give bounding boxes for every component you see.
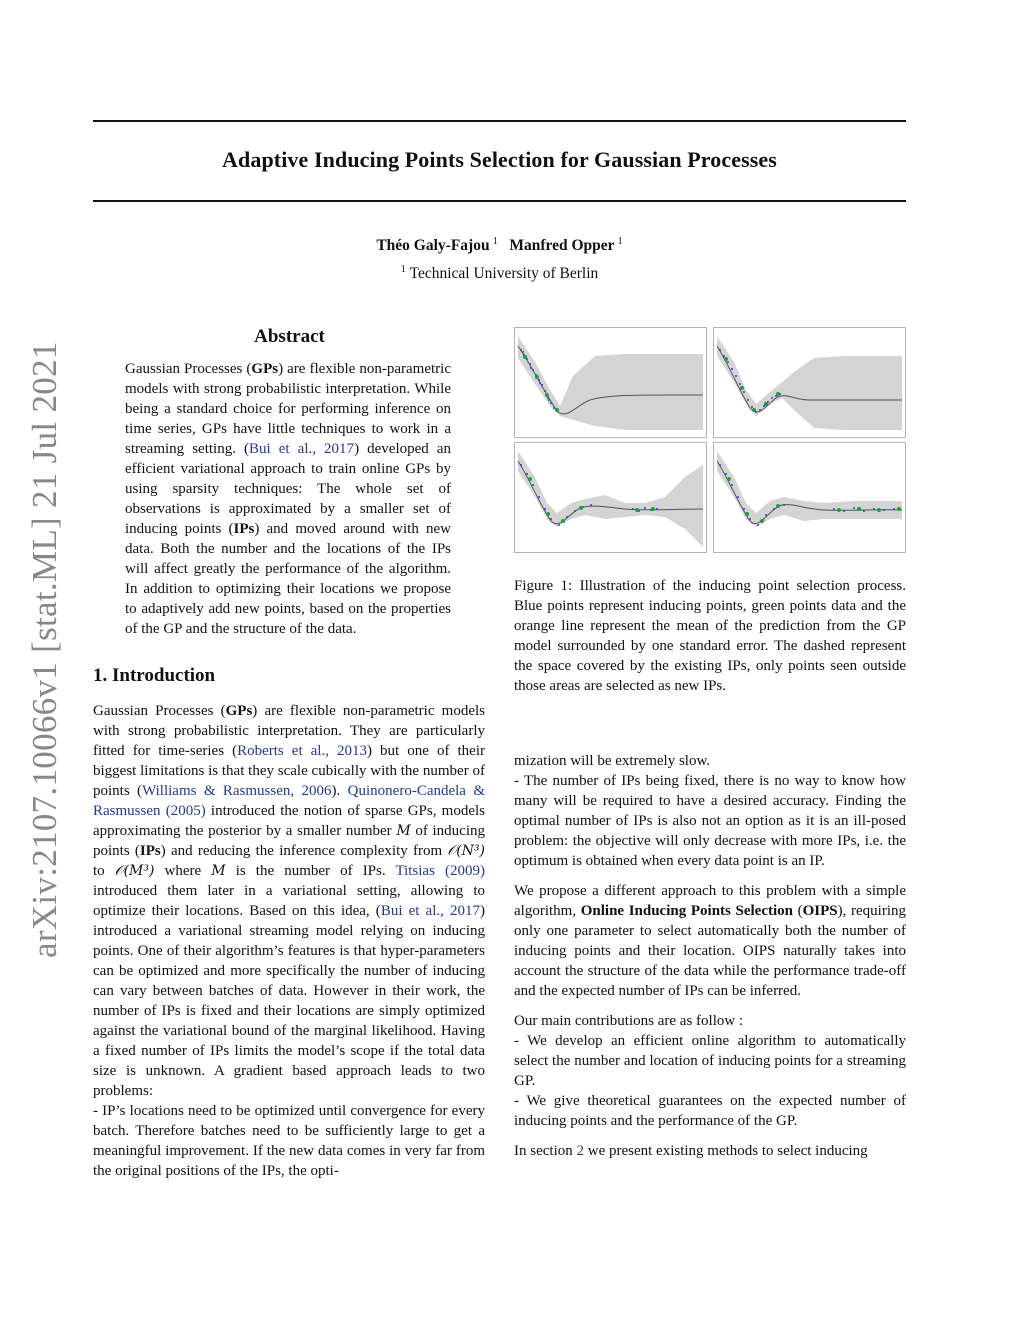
gp-uncertainty-band <box>717 336 902 430</box>
body-text: - We develop an efficient online algorithm to automatically select the number and location of inducing points for a streaming GP. <box>514 1033 906 1089</box>
intro-text: ) introduced a variational streaming model relying on inducing points. One of their algorithm’s features is that hyper-parameters can be optimized and more specifically the number of inducing can vary between batches of data. However in their work, the number of IPs is fixed and their locations are simply optimized against the variational bound of the marginal likelihood. Having a fixed number of IPs limits the model’s scope if the total data size is unknown. A gradient based approach leads to two problems: <box>93 903 486 1099</box>
math-complexity-m: 𝒪(M³) <box>114 863 155 879</box>
body-bold: OIPS <box>802 903 838 919</box>
intro-text: where <box>154 863 212 879</box>
author-1-affil-mark: 1 <box>492 236 498 247</box>
title-rule-bottom <box>93 200 906 202</box>
gp-uncertainty-band <box>518 451 703 547</box>
intro-bold: IPs <box>139 843 161 859</box>
body-paragraph <box>514 1141 906 1161</box>
gp-panel-2 <box>713 327 906 438</box>
abstract-text: ) developed an efficient variational approach to train online GPs by using sparsity techniques: The whole set of observations is approximated by a smaller set of inducing points ( <box>125 441 451 537</box>
body-paragraph <box>514 1011 906 1131</box>
gp-uncertainty-band <box>717 451 902 527</box>
body-text: ( <box>793 903 803 919</box>
intro-bullet: - IP’s locations need to be optimized until convergence for every batch. Therefore batches need to be sufficiently large to get a meaningful improvement. If the new data comes in very far from the original positions of the IPs, the opti- <box>93 1103 485 1179</box>
body-text: ), requiring only one parameter to select automatically both the number of inducing points and their location. OIPS naturally takes into account the structure of the data while the performance trade-off and the expected number of IPs can be inferred. <box>514 903 907 999</box>
math-symbol: M <box>396 823 411 839</box>
author-2-affil-mark: 1 <box>617 236 623 247</box>
gp-plot-1 <box>515 328 706 437</box>
figure-caption: Figure 1: Illustration of the inducing point selection process. Blue points represent inducing points, green points data and the orange line represent the mean of the prediction from the GP model surrounded by one standard error. The dashed represent the space covered by the existing IPs, only points seen outside those areas are selected as new IPs. <box>514 578 906 694</box>
author-1: Théo Galy-Fajou <box>376 237 490 255</box>
body-bold: Online Inducing Points Selection <box>580 903 793 919</box>
intro-text: introduced the notion of sparse GPs, models approximating the posterior by a smaller number <box>93 803 485 839</box>
intro-text: Gaussian Processes ( <box>93 703 226 719</box>
introduction-body <box>93 701 485 1181</box>
body-text: In section <box>514 1143 577 1159</box>
citation-link[interactable]: Titsias (2009) <box>395 863 485 879</box>
gp-plot-2 <box>714 328 905 437</box>
gp-panel-4 <box>713 442 906 553</box>
paper-title: Adaptive Inducing Points Selection for Gaussian Processes <box>222 147 777 172</box>
body-paragraph: mization will be extremely slow. <box>514 753 711 769</box>
abstract-bold: IPs <box>233 521 255 537</box>
citation-link[interactable]: Quinonero-Candela & Rasmussen (2005) <box>93 783 486 819</box>
figure-1 <box>514 327 907 553</box>
intro-text: to <box>93 863 115 879</box>
section-heading-introduction: 1. Introduction <box>93 665 216 686</box>
intro-text: is the number of IPs. <box>225 863 396 879</box>
right-column-body <box>514 751 906 1161</box>
abstract-bold: GPs <box>251 361 279 377</box>
section-link[interactable]: 2 <box>576 1143 584 1159</box>
intro-text: ). <box>331 783 348 799</box>
intro-text: of inducing points ( <box>93 823 485 859</box>
affiliation-text: Technical University of Berlin <box>409 265 599 283</box>
abstract-text: ) are flexible non-parametric models with strong probabilistic interpretation. While being a standard choice for performing inference on time series, GPs have little techniques to work in a streaming setting. ( <box>125 361 451 457</box>
body-paragraph: - The number of IPs being fixed, there is no way to know how many will be required to have a desired accuracy. Finding the optimal number of IPs is also not an option as it is an ill-posed problem: the objective will only decrease with more IPs, i.e. the optimum is obtained when every data point is an IP. <box>514 773 906 869</box>
body-paragraph <box>514 881 906 1001</box>
body-text: Our main contributions are as follow : <box>514 1013 744 1029</box>
abstract-body <box>125 359 451 639</box>
citation-link[interactable]: Roberts et al., 2013 <box>237 743 368 759</box>
citation-link[interactable]: Bui et al., 2017 <box>249 441 355 457</box>
body-text: We propose a different approach to this problem with a simple algorithm, <box>514 883 906 919</box>
abstract-heading: Abstract <box>254 326 325 347</box>
abstract-text: ) and moved around with new data. Both the number and the locations of the IPs will affect greatly the performance of the algorithm. In addition to optimizing their locations we propose to adaptively add new points, based on the properties of the GP and the structure of the data. <box>125 521 451 637</box>
intro-text: ) are flexible non-parametric models with strong probabilistic interpretation. They are particularly fitted for time-series ( <box>93 703 485 759</box>
abstract-text: Gaussian Processes ( <box>125 361 252 377</box>
intro-bold: GPs <box>225 703 253 719</box>
title-rule-top <box>93 120 906 122</box>
intro-text: introduced them later in a variational setting, allowing to optimize their locations. Based on this idea, ( <box>93 883 485 919</box>
intro-text: ) but one of their biggest limitations is that they scale cubically with the number of points ( <box>93 743 485 799</box>
math-symbol: M <box>211 863 226 879</box>
gp-panel-3 <box>514 442 707 553</box>
author-list <box>93 236 906 255</box>
gp-plot-3 <box>515 443 706 552</box>
body-text: - We give theoretical guarantees on the expected number of inducing points and the performance of the GP. <box>514 1093 906 1129</box>
gp-plot-4 <box>714 443 905 552</box>
body-text: we present existing methods to select inducing <box>583 1143 868 1159</box>
affiliation-mark: 1 <box>400 264 406 275</box>
citation-link[interactable]: Bui et al., 2017 <box>380 903 481 919</box>
gp-panel-1 <box>514 327 707 438</box>
math-complexity-n: 𝒪(N³) <box>447 843 485 859</box>
arxiv-side-label: arXiv:2107.10066v1 [stat.ML] 21 Jul 2021 <box>25 341 64 958</box>
author-2: Manfred Opper <box>509 237 615 255</box>
intro-text: ) and reducing the inference complexity from <box>160 843 448 859</box>
affiliation <box>93 264 906 283</box>
citation-link[interactable]: Williams & Rasmussen, 2006 <box>142 783 332 799</box>
gp-uncertainty-band <box>518 336 703 430</box>
intro-paragraph <box>93 701 485 1101</box>
